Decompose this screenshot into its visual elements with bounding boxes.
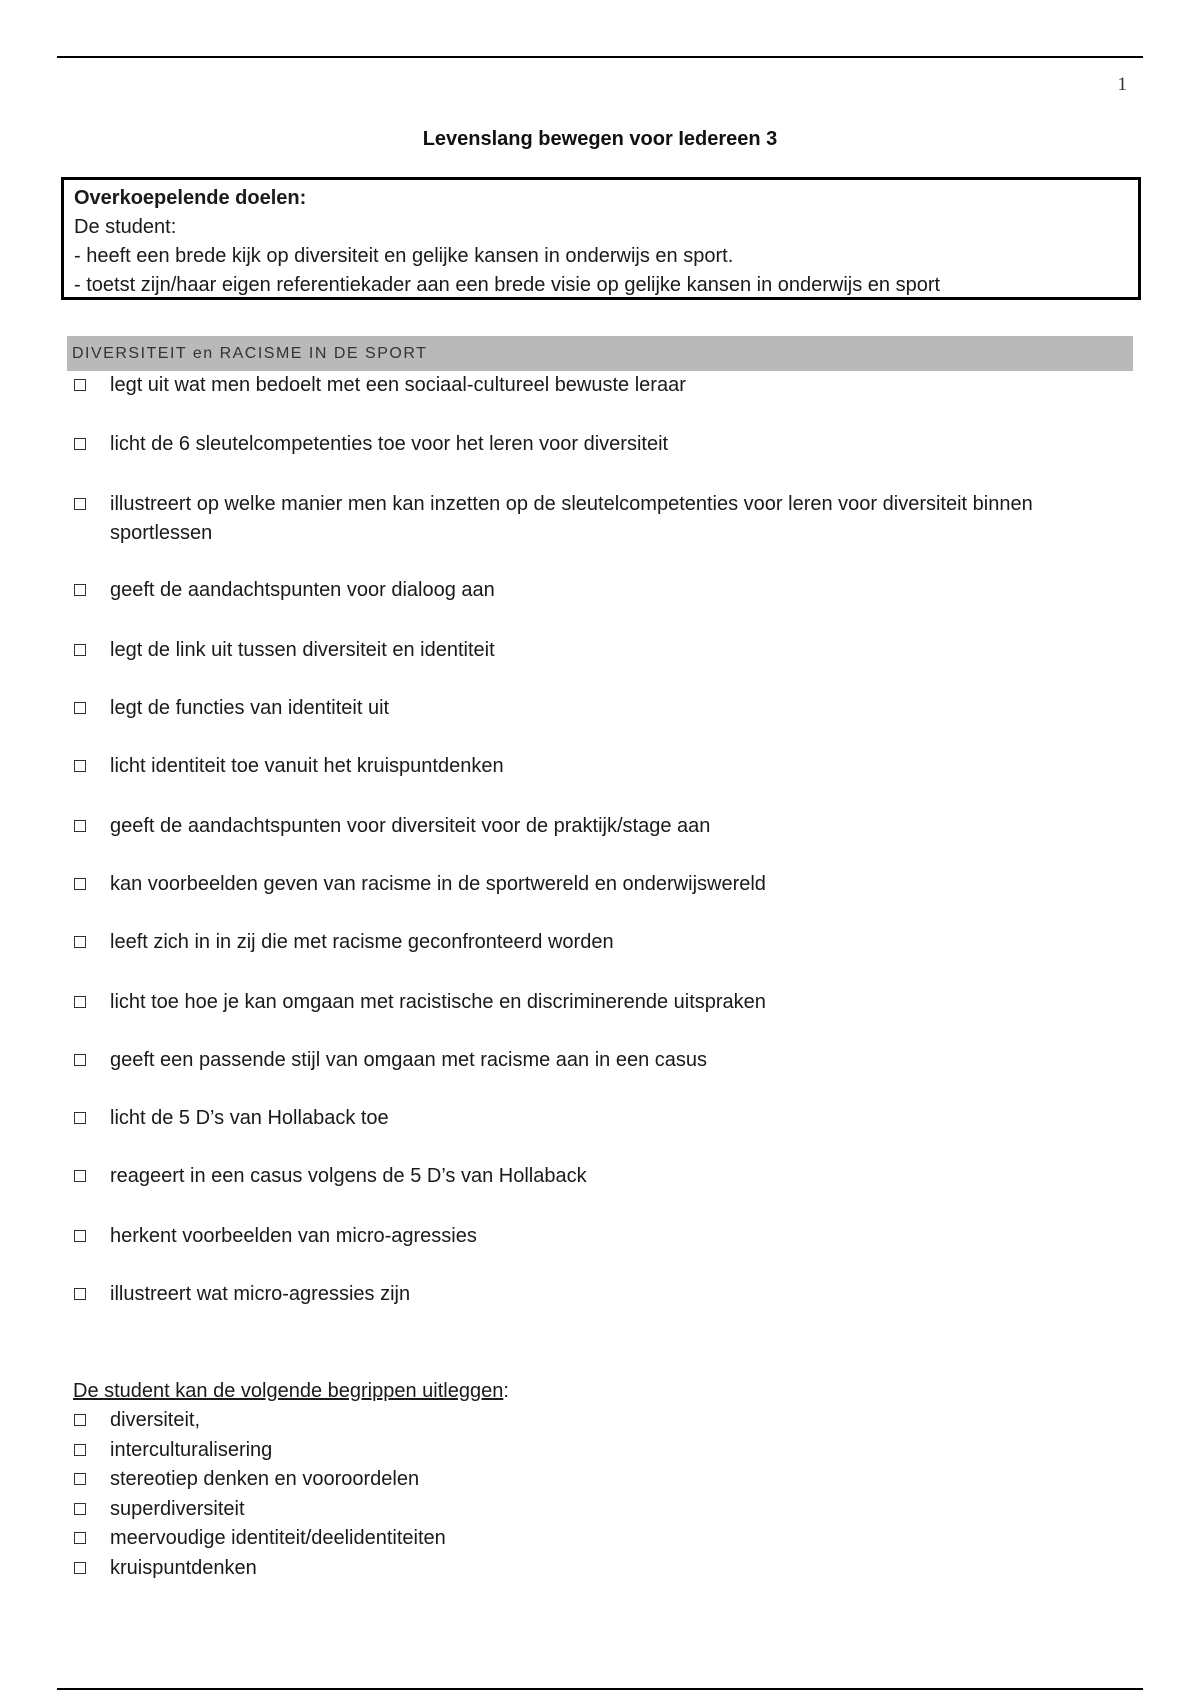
checkbox-icon[interactable]	[74, 644, 86, 656]
objective-text: leeft zich in in zij die met racisme geconfronteerd worden	[110, 931, 614, 953]
checkbox-icon[interactable]	[74, 1288, 86, 1300]
objective-text: licht de 6 sleutelcompetenties toe voor het leren voor diversiteit	[110, 433, 669, 455]
checkbox-icon[interactable]	[74, 820, 86, 832]
footer-rule	[57, 1688, 1143, 1690]
goals-intro: De student:	[74, 216, 177, 238]
objective-text: kan voorbeelden geven van racisme in de sportwereld en onderwijswereld	[110, 873, 766, 895]
term-text: interculturalisering	[110, 1438, 273, 1461]
objective-item	[72, 371, 1132, 400]
objective-text: geeft een passende stijl van omgaan met racisme aan in een casus	[110, 1049, 708, 1071]
term-text: kruispuntdenken	[110, 1556, 257, 1579]
checkbox-icon[interactable]	[74, 1473, 86, 1485]
overarching-goals-box	[61, 177, 1141, 300]
objective-text: licht toe hoe je kan omgaan met racistische en discriminerende uitspraken	[110, 991, 766, 1013]
objective-item	[72, 928, 1132, 957]
checkbox-icon[interactable]	[74, 1444, 86, 1456]
objective-text: licht de 5 D’s van Hollaback toe	[110, 1107, 389, 1129]
checkbox-icon[interactable]	[74, 760, 86, 772]
checkbox-icon[interactable]	[74, 584, 86, 596]
objective-text: legt de link uit tussen diversiteit en identiteit	[110, 639, 495, 661]
term-text: stereotiep denken en vooroordelen	[110, 1468, 420, 1490]
term-item	[72, 1495, 1132, 1525]
objective-item	[72, 752, 1132, 781]
term-text: meervoudige identiteit/deelidentiteiten	[110, 1527, 446, 1549]
goals-line: - heeft een brede kijk op diversiteit en gelijke kansen in onderwijs en sport.	[74, 245, 734, 267]
objective-item	[72, 1104, 1132, 1133]
objective-item	[72, 988, 1132, 1017]
term-item	[72, 1554, 1132, 1584]
terms-heading	[73, 1377, 509, 1406]
document-title: Levenslang bewegen voor Iedereen 3	[422, 128, 778, 150]
checkbox-icon[interactable]	[74, 1112, 86, 1124]
section-header: DIVERSITEIT en RACISME IN DE SPORT	[67, 336, 1133, 371]
term-item	[72, 1436, 1132, 1466]
terms-list	[72, 1406, 1132, 1583]
checkbox-icon[interactable]	[74, 438, 86, 450]
objective-item	[72, 1162, 1132, 1191]
terms-heading-colon: :	[503, 1380, 509, 1402]
objective-text: geeft de aandachtspunten voor diversiteit voor de praktijk/stage aan	[110, 815, 711, 837]
term-text: superdiversiteit	[110, 1497, 245, 1520]
objective-text: legt uit wat men bedoelt met een sociaal-cultureel bewuste leraar	[110, 374, 686, 396]
objective-item	[72, 576, 1132, 605]
objective-text: licht identiteit toe vanuit het kruispuntdenken	[110, 755, 504, 777]
objective-item	[72, 870, 1132, 899]
objective-item	[72, 1046, 1132, 1075]
checkbox-icon[interactable]	[74, 1562, 86, 1574]
objective-item	[72, 1280, 1132, 1309]
checkbox-icon[interactable]	[74, 1170, 86, 1182]
checkbox-icon[interactable]	[74, 702, 86, 714]
checkbox-icon[interactable]	[74, 1414, 86, 1426]
checkbox-icon[interactable]	[74, 1532, 86, 1544]
page-number: 1	[1117, 74, 1127, 95]
checkbox-icon[interactable]	[74, 1503, 86, 1515]
objective-item	[72, 812, 1132, 841]
checkbox-icon[interactable]	[74, 379, 86, 391]
objective-item	[72, 430, 1132, 459]
term-text: diversiteit,	[110, 1409, 201, 1431]
objective-text: illustreert wat micro-agressies zijn	[110, 1283, 411, 1305]
objective-text: geeft de aandachtspunten voor dialoog aan	[110, 579, 495, 601]
terms-heading-text: De student kan de volgende begrippen uitleggen	[73, 1380, 504, 1402]
checkbox-icon[interactable]	[74, 1230, 86, 1242]
objective-item	[72, 636, 1132, 665]
objectives-list	[72, 371, 1132, 1309]
checkbox-icon[interactable]	[74, 498, 86, 510]
objective-text: illustreert op welke manier men kan inzetten op de sleutelcompetenties voor leren voor diversiteit binnen sportlessen	[110, 493, 1033, 544]
objective-text: legt de functies van identiteit uit	[110, 697, 390, 719]
term-item	[72, 1465, 1132, 1495]
checkbox-icon[interactable]	[74, 1054, 86, 1066]
objective-item	[72, 1222, 1132, 1251]
checkbox-icon[interactable]	[74, 936, 86, 948]
objective-item	[72, 490, 1132, 548]
objective-text: herkent voorbeelden van micro-agressies	[110, 1225, 477, 1247]
checkbox-icon[interactable]	[74, 878, 86, 890]
term-item	[72, 1524, 1132, 1554]
term-item	[72, 1406, 1132, 1436]
goals-heading: Overkoepelende doelen:	[74, 187, 307, 209]
objective-text: reageert in een casus volgens de 5 D’s van Hollaback	[110, 1165, 587, 1187]
goals-line: - toetst zijn/haar eigen referentiekader aan een brede visie op gelijke kansen in onderwijs en sport	[74, 274, 941, 296]
checkbox-icon[interactable]	[74, 996, 86, 1008]
objective-item	[72, 694, 1132, 723]
header-rule	[57, 56, 1143, 58]
